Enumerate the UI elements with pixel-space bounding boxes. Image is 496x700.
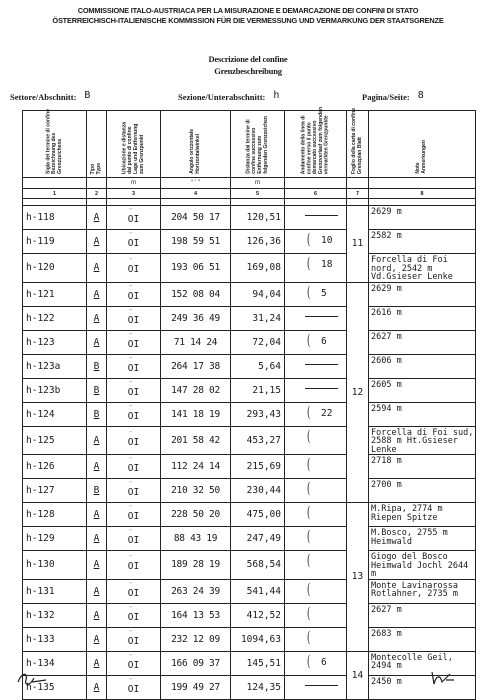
spacer-cell — [285, 199, 347, 206]
marker-type: A — [87, 579, 107, 603]
location-code: OI — [127, 463, 140, 474]
marker-type: A — [87, 230, 107, 254]
note: 2450 m — [369, 675, 476, 699]
curve-line-icon: ( — [307, 527, 311, 545]
section-field — [178, 92, 279, 103]
section-label: Sezione/Unterabschnitt: — [178, 92, 266, 102]
marker-type: A — [87, 627, 107, 651]
boundary-course — [285, 354, 347, 378]
horizontal-angle: 166 09 37 — [161, 651, 231, 675]
column-header-label: Sigla del termine di confine Bezeichnung des Grenzzeichens — [44, 108, 63, 174]
boundary-course — [285, 551, 347, 580]
sector-field — [10, 92, 90, 103]
location-code: OI — [127, 214, 140, 225]
distance: 230,44 — [231, 479, 285, 503]
table-row — [23, 579, 476, 603]
sector-value: B — [84, 90, 91, 101]
distance: 541,44 — [231, 579, 285, 603]
boundary-course — [285, 230, 347, 254]
curve-line-icon: ( — [307, 254, 311, 272]
table-row — [23, 330, 476, 354]
column-header — [347, 107, 369, 178]
column-unit — [87, 178, 107, 189]
curve-line-icon: ( — [307, 503, 311, 521]
marker-location — [107, 579, 161, 603]
column-header-label: Note Anmerkungen — [415, 140, 427, 174]
location-code: OI — [127, 611, 140, 623]
horizontal-angle: 141 18 19 — [161, 402, 231, 426]
note: 2627 m — [369, 603, 476, 627]
location-dots-icon: ¨ — [128, 258, 133, 266]
column-header — [23, 108, 87, 178]
page-field — [362, 92, 424, 103]
note: M.Ripa, 2774 m Riepen Spitze — [369, 503, 476, 527]
marker-type: A — [87, 426, 107, 455]
marker-id: h-124 — [23, 402, 87, 426]
column-number: 2 — [87, 189, 107, 199]
horizontal-angle: 198 59 51 — [161, 230, 231, 254]
boundary-course — [285, 206, 347, 230]
boundary-course — [285, 503, 347, 527]
column-header — [231, 111, 285, 178]
note: 2594 m — [369, 402, 476, 426]
distance: 120,51 — [231, 206, 285, 230]
location-code: OI — [127, 314, 140, 326]
note: Montecolle Geil, 2494 m — [369, 651, 476, 675]
boundary-table — [22, 106, 476, 700]
curve-line-icon: ( — [307, 230, 311, 248]
marker-id: h-133 — [23, 627, 87, 651]
marker-type: A — [87, 675, 107, 699]
location-code: OI — [127, 238, 140, 249]
page-label: Pagina/Seite: — [362, 92, 410, 102]
location-code: OI — [127, 410, 140, 422]
note: 2683 m — [369, 627, 476, 651]
curve-line-icon: ( — [307, 282, 311, 301]
location-dots-icon: ¨ — [128, 629, 133, 637]
marker-id: h-118 — [23, 206, 87, 230]
boundary-course — [285, 254, 347, 283]
column-header-label: Foglio della carta di confine Grenzplan Blatt — [350, 107, 363, 174]
course-value: 22 — [321, 407, 333, 419]
marker-location — [107, 479, 161, 503]
marker-type: A — [87, 330, 107, 354]
marker-location — [107, 503, 161, 527]
location-dots-icon: ¨ — [128, 380, 133, 388]
note: 2605 m — [369, 378, 476, 402]
marker-type: B — [87, 402, 107, 426]
signature-right — [428, 668, 458, 688]
distance: 412,52 — [231, 603, 285, 627]
marker-type: B — [87, 354, 107, 378]
location-code: OI — [127, 487, 140, 498]
sector-label: Settore/Abschnitt: — [10, 92, 77, 102]
distance: 247,49 — [231, 527, 285, 551]
map-sheet: 12 — [347, 282, 369, 503]
note: 2718 m — [369, 455, 476, 479]
column-header-label: Andamento della linea di confine verso il punto demarcato successivo Grenzverlauf zum folgenden vermarkten Grenzpunkte — [300, 106, 330, 174]
table-row — [23, 254, 476, 283]
location-dots-icon: ¨ — [128, 605, 133, 613]
marker-location — [107, 282, 161, 306]
section-value: h — [273, 90, 280, 101]
note: M.Bosco, 2755 m Heimwald — [369, 527, 476, 551]
location-dots-icon: ¨ — [128, 677, 133, 685]
boundary-course — [285, 426, 347, 455]
table-row — [23, 603, 476, 627]
location-code: OI — [127, 659, 140, 671]
boundary-course — [285, 479, 347, 503]
location-code: OI — [127, 386, 140, 398]
curve-line-icon: ( — [307, 579, 311, 598]
header-row — [23, 111, 476, 178]
location-dots-icon: ¨ — [128, 505, 133, 512]
note: 2616 m — [369, 306, 476, 330]
distance: 293,43 — [231, 402, 285, 426]
column-header — [285, 106, 347, 178]
marker-type: A — [87, 651, 107, 675]
column-header-label: Angolo orizzontale Horizontalwinkel — [188, 129, 201, 174]
location-code: OI — [127, 511, 140, 522]
spacer-cell — [87, 199, 107, 206]
horizontal-angle: 189 28 19 — [161, 551, 231, 580]
column-unit — [285, 178, 347, 189]
marker-location — [107, 551, 161, 580]
marker-id: h-126 — [23, 455, 87, 479]
distance: 124,35 — [231, 675, 285, 699]
location-dots-icon: ¨ — [128, 356, 133, 364]
table-row — [23, 378, 476, 402]
column-header-label: Tipo Type — [89, 162, 102, 174]
curve-line-icon: ( — [307, 651, 311, 670]
column-number: 8 — [369, 189, 476, 199]
location-dots-icon: ¨ — [128, 232, 133, 239]
column-number: 4 — [161, 189, 231, 199]
distance: 475,00 — [231, 503, 285, 527]
location-dots-icon: ¨ — [128, 430, 133, 438]
horizontal-angle: 199 49 27 — [161, 675, 231, 699]
map-sheet: 14 — [347, 651, 369, 699]
boundary-course — [285, 455, 347, 479]
table-row — [23, 306, 476, 330]
marker-type: A — [87, 603, 107, 627]
curve-line-icon: ( — [307, 627, 311, 646]
note: Forcella di Foi nord, 2542 m Vd.Gsieser Lenke — [369, 254, 476, 283]
distance: 94,04 — [231, 282, 285, 306]
column-number-row — [23, 189, 476, 199]
spacer-cell — [23, 199, 87, 206]
column-unit — [347, 178, 369, 189]
marker-type: A — [87, 254, 107, 283]
note: Monte Lavinarossa Rotlahner, 2735 m — [369, 579, 476, 603]
straight-line-icon — [305, 388, 338, 389]
column-unit — [369, 178, 476, 189]
location-dots-icon: ¨ — [128, 555, 133, 563]
table-row — [23, 551, 476, 580]
column-unit: ° ' " — [161, 178, 231, 189]
table-row — [23, 479, 476, 503]
table-row — [23, 402, 476, 426]
marker-location — [107, 627, 161, 651]
course-value: 6 — [321, 335, 327, 347]
marker-type: A — [87, 306, 107, 330]
marker-id: h-128 — [23, 503, 87, 527]
column-number: 7 — [347, 189, 369, 199]
horizontal-angle: 232 12 09 — [161, 627, 231, 651]
note: 2627 m — [369, 330, 476, 354]
course-value: 5 — [321, 287, 327, 299]
table-row — [23, 426, 476, 455]
marker-location — [107, 330, 161, 354]
curve-line-icon: ( — [307, 603, 311, 622]
spacer-cell — [369, 199, 476, 206]
marker-type: A — [87, 455, 107, 479]
location-code: OI — [127, 535, 140, 546]
document-title-de: Grenzbeschreibung — [214, 66, 282, 76]
boundary-course — [285, 378, 347, 402]
horizontal-angle: 263 24 39 — [161, 579, 231, 603]
straight-line-icon — [305, 685, 338, 686]
marker-type: A — [87, 527, 107, 551]
distance: 145,51 — [231, 651, 285, 675]
marker-id: h-125 — [23, 426, 87, 455]
location-dots-icon: ¨ — [128, 529, 133, 536]
column-header — [107, 111, 161, 178]
unit-row — [23, 178, 476, 189]
horizontal-angle: 249 36 49 — [161, 306, 231, 330]
location-code: OI — [127, 338, 140, 350]
marker-type: A — [87, 551, 107, 580]
column-header-label: Ubicazione e distanza dal punto di confine Lage und Entfernung zum Grenzpunkt — [120, 122, 145, 174]
table-row — [23, 354, 476, 378]
distance: 215,69 — [231, 455, 285, 479]
location-code: OI — [127, 587, 140, 599]
straight-line-icon — [305, 364, 338, 365]
curve-line-icon: ( — [307, 479, 311, 497]
marker-location — [107, 306, 161, 330]
horizontal-angle: 88 43 19 — [161, 527, 231, 551]
column-header — [369, 111, 476, 178]
column-header-label: Distanza dal termine di confine successivo Entfernung zum folgenden Grenzzeichen — [244, 116, 269, 174]
marker-id: h-135 — [23, 675, 87, 699]
location-dots-icon: ¨ — [128, 404, 133, 412]
marker-id: h-134 — [23, 651, 87, 675]
location-dots-icon: ¨ — [128, 284, 133, 292]
marker-location — [107, 230, 161, 254]
distance: 169,08 — [231, 254, 285, 283]
note: 2629 m — [369, 206, 476, 230]
marker-id: h-129 — [23, 527, 87, 551]
map-sheet: 13 — [347, 503, 369, 652]
horizontal-angle: 204 50 17 — [161, 206, 231, 230]
course-value: 18 — [321, 259, 333, 270]
location-dots-icon: ¨ — [128, 653, 133, 661]
marker-location — [107, 354, 161, 378]
boundary-course — [285, 402, 347, 426]
marker-location — [107, 603, 161, 627]
marker-type: A — [87, 503, 107, 527]
distance: 72,04 — [231, 330, 285, 354]
location-dots-icon: ¨ — [128, 308, 133, 316]
marker-location — [107, 527, 161, 551]
spacer-cell — [347, 199, 369, 206]
marker-id: h-119 — [23, 230, 87, 254]
distance: 1094,63 — [231, 627, 285, 651]
column-number: 1 — [23, 189, 87, 199]
location-dots-icon: ¨ — [128, 481, 133, 488]
marker-location — [107, 675, 161, 699]
location-code: OI — [127, 264, 140, 276]
curve-line-icon: ( — [307, 426, 311, 445]
curve-line-icon: ( — [307, 402, 311, 421]
marker-location — [107, 426, 161, 455]
horizontal-angle: 201 58 42 — [161, 426, 231, 455]
map-sheet: 11 — [347, 206, 369, 283]
marker-type: B — [87, 479, 107, 503]
column-number: 6 — [285, 189, 347, 199]
boundary-course — [285, 579, 347, 603]
boundary-course — [285, 282, 347, 306]
marker-id: h-123b — [23, 378, 87, 402]
course-value: 10 — [321, 235, 333, 246]
note: Giogo del Bosco Heimwald Jochl 2644 m — [369, 551, 476, 580]
course-value: 6 — [321, 656, 327, 668]
location-code: OI — [127, 561, 140, 573]
note: 2700 m — [369, 479, 476, 503]
location-code: OI — [127, 362, 140, 374]
marker-id: h-122 — [23, 306, 87, 330]
note: 2629 m — [369, 282, 476, 306]
horizontal-angle: 193 06 51 — [161, 254, 231, 283]
marker-location — [107, 378, 161, 402]
commission-title-it: COMMISSIONE ITALO-AUSTRIACA PER LA MISURAZIONE E DEMARCAZIONE DEI CONFINI DI STATO — [77, 6, 419, 15]
horizontal-angle: 147 28 02 — [161, 378, 231, 402]
curve-line-icon: ( — [307, 551, 311, 569]
spacer-cell — [107, 199, 161, 206]
horizontal-angle: 152 08 04 — [161, 282, 231, 306]
table-row — [23, 282, 476, 306]
marker-location — [107, 455, 161, 479]
marker-id: h-123a — [23, 354, 87, 378]
document-title-it: Descrizione del confine — [208, 54, 288, 64]
location-dots-icon: ¨ — [128, 208, 133, 215]
location-dots-icon: ¨ — [128, 457, 133, 464]
marker-location — [107, 651, 161, 675]
table-row — [23, 627, 476, 651]
boundary-course — [285, 651, 347, 675]
marker-type: B — [87, 378, 107, 402]
location-code: OI — [127, 635, 140, 647]
distance: 568,54 — [231, 551, 285, 580]
spacer-cell — [161, 199, 231, 206]
distance: 126,36 — [231, 230, 285, 254]
marker-id: h-123 — [23, 330, 87, 354]
horizontal-angle: 71 14 24 — [161, 330, 231, 354]
marker-id: h-120 — [23, 254, 87, 283]
boundary-course — [285, 603, 347, 627]
marker-id: h-121 — [23, 282, 87, 306]
location-code: OI — [127, 290, 140, 302]
marker-location — [107, 402, 161, 426]
commission-title-de: ÖSTERREICHISCH-ITALIENISCHE KOMMISSION FÜR DIE VERMESSUNG UND VERMARKUNG DER STAATSGRENZE — [52, 16, 444, 25]
signature-left — [16, 670, 50, 688]
marker-id: h-127 — [23, 479, 87, 503]
column-unit — [23, 178, 87, 189]
straight-line-icon — [305, 316, 338, 317]
marker-id: h-130 — [23, 551, 87, 580]
note: 2582 m — [369, 230, 476, 254]
distance: 5,64 — [231, 354, 285, 378]
column-unit: m — [107, 178, 161, 189]
marker-type: A — [87, 282, 107, 306]
note: Forcella di Foi sud, 2588 m Ht.Gsieser Lenke — [369, 426, 476, 455]
boundary-course — [285, 330, 347, 354]
marker-type: A — [87, 206, 107, 230]
table-row — [23, 230, 476, 254]
curve-line-icon: ( — [307, 455, 311, 473]
distance: 453,27 — [231, 426, 285, 455]
horizontal-angle: 210 32 50 — [161, 479, 231, 503]
column-unit: m — [231, 178, 285, 189]
marker-location — [107, 206, 161, 230]
marker-location — [107, 254, 161, 283]
marker-id: h-132 — [23, 603, 87, 627]
column-header — [87, 111, 107, 178]
column-header — [161, 111, 231, 178]
table-row — [23, 651, 476, 675]
column-number: 3 — [107, 189, 161, 199]
boundary-course — [285, 527, 347, 551]
location-dots-icon: ¨ — [128, 332, 133, 340]
table-row — [23, 527, 476, 551]
distance: 31,24 — [231, 306, 285, 330]
table-row — [23, 503, 476, 527]
straight-line-icon — [305, 215, 338, 216]
spacer-row — [23, 199, 476, 206]
table-row — [23, 455, 476, 479]
table-row — [23, 675, 476, 699]
marker-id: h-131 — [23, 579, 87, 603]
distance: 21,15 — [231, 378, 285, 402]
page-value: 8 — [417, 90, 424, 101]
location-code: OI — [127, 436, 140, 448]
horizontal-angle: 264 17 38 — [161, 354, 231, 378]
location-code: OI — [127, 683, 140, 695]
boundary-course — [285, 306, 347, 330]
column-number: 5 — [231, 189, 285, 199]
location-dots-icon: ¨ — [128, 581, 133, 589]
boundary-course — [285, 627, 347, 651]
spacer-cell — [231, 199, 285, 206]
horizontal-angle: 164 13 53 — [161, 603, 231, 627]
horizontal-angle: 112 24 14 — [161, 455, 231, 479]
horizontal-angle: 228 50 20 — [161, 503, 231, 527]
boundary-course — [285, 675, 347, 699]
note: 2606 m — [369, 354, 476, 378]
curve-line-icon: ( — [307, 330, 311, 349]
table-row — [23, 206, 476, 230]
